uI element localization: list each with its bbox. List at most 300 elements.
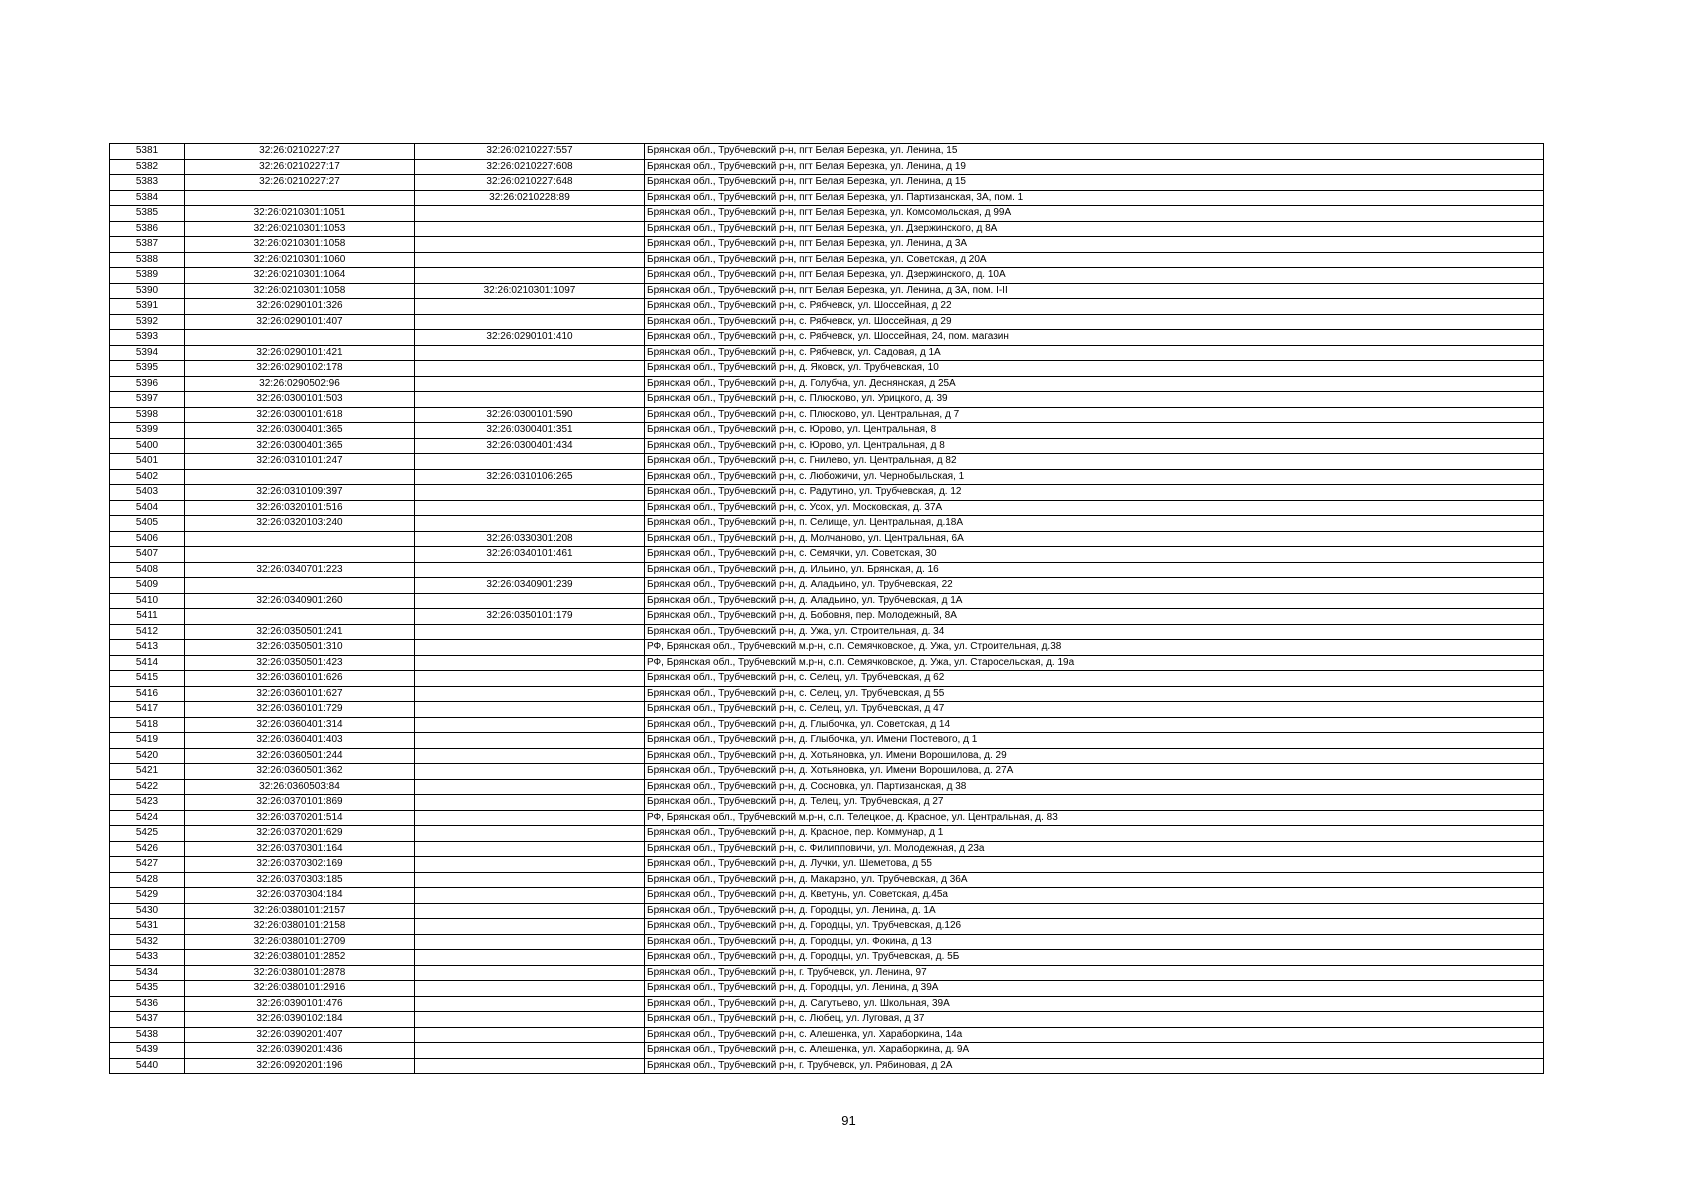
premises-cadastral-cell xyxy=(415,237,645,253)
table-row xyxy=(110,330,1544,346)
table-row xyxy=(110,950,1544,966)
premises-cadastral-cell: 32:26:0300401:434 xyxy=(415,438,645,454)
building-cadastral-cell: 32:26:0310109:397 xyxy=(185,485,415,501)
row-number-cell: 5417 xyxy=(110,702,185,718)
premises-cadastral-cell xyxy=(415,1058,645,1074)
table-row xyxy=(110,206,1544,222)
table-row xyxy=(110,640,1544,656)
address-cell: Брянская обл., Трубчевский р-н, с. Селец, ул. Трубчевская, д 55 xyxy=(645,686,1544,702)
address-cell: Брянская обл., Трубчевский р-н, с. Рябчевск, ул. Шоссейная, д 29 xyxy=(645,314,1544,330)
building-cadastral-cell: 32:26:0370304:184 xyxy=(185,888,415,904)
building-cadastral-cell: 32:26:0350501:310 xyxy=(185,640,415,656)
address-cell: Брянская обл., Трубчевский р-н, с. Любожичи, ул. Чернобыльская, 1 xyxy=(645,469,1544,485)
table-row xyxy=(110,159,1544,175)
table-row xyxy=(110,531,1544,547)
table-row xyxy=(110,392,1544,408)
building-cadastral-cell: 32:26:0210227:27 xyxy=(185,144,415,160)
table-row xyxy=(110,671,1544,687)
premises-cadastral-cell xyxy=(415,872,645,888)
building-cadastral-cell: 32:26:0310101:247 xyxy=(185,454,415,470)
address-cell: Брянская обл., Трубчевский р-н, с. Рябчевск, ул. Садовая, д 1А xyxy=(645,345,1544,361)
row-number-cell: 5391 xyxy=(110,299,185,315)
table-row xyxy=(110,810,1544,826)
row-number-cell: 5401 xyxy=(110,454,185,470)
row-number-cell: 5384 xyxy=(110,190,185,206)
premises-cadastral-cell xyxy=(415,593,645,609)
premises-cadastral-cell: 32:26:0340901:239 xyxy=(415,578,645,594)
table-row xyxy=(110,175,1544,191)
table-row xyxy=(110,733,1544,749)
table-row xyxy=(110,764,1544,780)
premises-cadastral-cell xyxy=(415,764,645,780)
row-number-cell: 5397 xyxy=(110,392,185,408)
table-row xyxy=(110,237,1544,253)
address-cell: Брянская обл., Трубчевский р-н, пгт Белая Березка, ул. Ленина, д 3А xyxy=(645,237,1544,253)
premises-cadastral-cell xyxy=(415,500,645,516)
row-number-cell: 5427 xyxy=(110,857,185,873)
premises-cadastral-cell xyxy=(415,376,645,392)
row-number-cell: 5437 xyxy=(110,1012,185,1028)
address-cell: Брянская обл., Трубчевский р-н, пгт Белая Березка, ул. Комсомольская, д 99А xyxy=(645,206,1544,222)
table-row xyxy=(110,795,1544,811)
table-row xyxy=(110,655,1544,671)
row-number-cell: 5435 xyxy=(110,981,185,997)
building-cadastral-cell: 32:26:0380101:2158 xyxy=(185,919,415,935)
address-cell: Брянская обл., Трубчевский р-н, с. Плюсково, ул. Центральная, д 7 xyxy=(645,407,1544,423)
address-cell: Брянская обл., Трубчевский р-н, д. Городцы, ул. Трубчевская, д.126 xyxy=(645,919,1544,935)
address-cell: Брянская обл., Трубчевский р-н, д. Голубча, ул. Деснянская, д 25А xyxy=(645,376,1544,392)
premises-cadastral-cell xyxy=(415,624,645,640)
premises-cadastral-cell xyxy=(415,562,645,578)
address-cell: Брянская обл., Трубчевский р-н, пгт Белая Березка, ул. Советская, д 20А xyxy=(645,252,1544,268)
address-cell: Брянская обл., Трубчевский р-н, пгт Белая Березка, ул. Ленина, д 19 xyxy=(645,159,1544,175)
building-cadastral-cell xyxy=(185,531,415,547)
building-cadastral-cell: 32:26:0370301:164 xyxy=(185,841,415,857)
premises-cadastral-cell xyxy=(415,965,645,981)
premises-cadastral-cell xyxy=(415,252,645,268)
row-number-cell: 5394 xyxy=(110,345,185,361)
row-number-cell: 5430 xyxy=(110,903,185,919)
building-cadastral-cell: 32:26:0920201:196 xyxy=(185,1058,415,1074)
building-cadastral-cell: 32:26:0380101:2709 xyxy=(185,934,415,950)
row-number-cell: 5440 xyxy=(110,1058,185,1074)
premises-cadastral-cell xyxy=(415,686,645,702)
premises-cadastral-cell xyxy=(415,950,645,966)
building-cadastral-cell: 32:26:0370303:185 xyxy=(185,872,415,888)
address-cell: Брянская обл., Трубчевский р-н, с. Гнилево, ул. Центральная, д 82 xyxy=(645,454,1544,470)
building-cadastral-cell: 32:26:0290101:421 xyxy=(185,345,415,361)
building-cadastral-cell: 32:26:0340901:260 xyxy=(185,593,415,609)
premises-cadastral-cell xyxy=(415,1012,645,1028)
row-number-cell: 5398 xyxy=(110,407,185,423)
table-row xyxy=(110,903,1544,919)
address-cell: Брянская обл., Трубчевский р-н, пгт Белая Березка, ул. Ленина, 15 xyxy=(645,144,1544,160)
building-cadastral-cell: 32:26:0210227:27 xyxy=(185,175,415,191)
premises-cadastral-cell: 32:26:0340101:461 xyxy=(415,547,645,563)
premises-cadastral-cell: 32:26:0330301:208 xyxy=(415,531,645,547)
premises-cadastral-cell xyxy=(415,779,645,795)
table-row xyxy=(110,996,1544,1012)
address-cell: Брянская обл., Трубчевский р-н, с. Любец, ул. Луговая, д 37 xyxy=(645,1012,1544,1028)
table-row xyxy=(110,376,1544,392)
premises-cadastral-cell xyxy=(415,919,645,935)
row-number-cell: 5416 xyxy=(110,686,185,702)
table-row xyxy=(110,423,1544,439)
premises-cadastral-cell xyxy=(415,655,645,671)
address-cell: Брянская обл., Трубчевский р-н, д. Глыбочка, ул. Советская, д 14 xyxy=(645,717,1544,733)
row-number-cell: 5393 xyxy=(110,330,185,346)
address-cell: Брянская обл., Трубчевский р-н, п. Селище, ул. Центральная, д.18А xyxy=(645,516,1544,532)
building-cadastral-cell: 32:26:0290101:407 xyxy=(185,314,415,330)
premises-cadastral-cell: 32:26:0210301:1097 xyxy=(415,283,645,299)
building-cadastral-cell: 32:26:0380101:2852 xyxy=(185,950,415,966)
row-number-cell: 5432 xyxy=(110,934,185,950)
building-cadastral-cell: 32:26:0290102:178 xyxy=(185,361,415,377)
address-cell: Брянская обл., Трубчевский р-н, д. Сосновка, ул. Партизанская, д 38 xyxy=(645,779,1544,795)
address-cell: Брянская обл., Трубчевский р-н, с. Селец, ул. Трубчевская, д 62 xyxy=(645,671,1544,687)
row-number-cell: 5389 xyxy=(110,268,185,284)
row-number-cell: 5415 xyxy=(110,671,185,687)
table-row xyxy=(110,500,1544,516)
building-cadastral-cell: 32:26:0390102:184 xyxy=(185,1012,415,1028)
row-number-cell: 5400 xyxy=(110,438,185,454)
registry-table-body xyxy=(110,144,1544,1074)
table-row xyxy=(110,361,1544,377)
building-cadastral-cell xyxy=(185,330,415,346)
address-cell: РФ, Брянская обл., Трубчевский м.р-н, с.п. Семячковское, д. Ужа, ул. Строительная, д.38 xyxy=(645,640,1544,656)
premises-cadastral-cell xyxy=(415,454,645,470)
row-number-cell: 5423 xyxy=(110,795,185,811)
address-cell: Брянская обл., Трубчевский р-н, д. Красное, пер. Коммунар, д 1 xyxy=(645,826,1544,842)
table-row xyxy=(110,438,1544,454)
address-cell: Брянская обл., Трубчевский р-н, с. Филипповичи, ул. Молодежная, д 23а xyxy=(645,841,1544,857)
table-row xyxy=(110,190,1544,206)
premises-cadastral-cell xyxy=(415,702,645,718)
premises-cadastral-cell: 32:26:0290101:410 xyxy=(415,330,645,346)
row-number-cell: 5403 xyxy=(110,485,185,501)
row-number-cell: 5433 xyxy=(110,950,185,966)
row-number-cell: 5424 xyxy=(110,810,185,826)
address-cell: Брянская обл., Трубчевский р-н, д. Яковск, ул. Трубчевская, 10 xyxy=(645,361,1544,377)
row-number-cell: 5383 xyxy=(110,175,185,191)
row-number-cell: 5390 xyxy=(110,283,185,299)
premises-cadastral-cell xyxy=(415,934,645,950)
row-number-cell: 5382 xyxy=(110,159,185,175)
premises-cadastral-cell xyxy=(415,345,645,361)
building-cadastral-cell: 32:26:0370201:629 xyxy=(185,826,415,842)
table-row xyxy=(110,624,1544,640)
address-cell: Брянская обл., Трубчевский р-н, пгт Белая Березка, ул. Ленина, д 15 xyxy=(645,175,1544,191)
row-number-cell: 5420 xyxy=(110,748,185,764)
building-cadastral-cell: 32:26:0360101:627 xyxy=(185,686,415,702)
address-cell: Брянская обл., Трубчевский р-н, д. Городцы, ул. Ленина, д. 1А xyxy=(645,903,1544,919)
premises-cadastral-cell xyxy=(415,516,645,532)
table-row xyxy=(110,283,1544,299)
table-row xyxy=(110,252,1544,268)
table-row xyxy=(110,562,1544,578)
building-cadastral-cell xyxy=(185,578,415,594)
building-cadastral-cell: 32:26:0350501:241 xyxy=(185,624,415,640)
building-cadastral-cell: 32:26:0210301:1064 xyxy=(185,268,415,284)
address-cell: Брянская обл., Трубчевский р-н, пгт Белая Березка, ул. Дзержинского, д 8А xyxy=(645,221,1544,237)
premises-cadastral-cell xyxy=(415,857,645,873)
premises-cadastral-cell xyxy=(415,981,645,997)
building-cadastral-cell: 32:26:0390101:476 xyxy=(185,996,415,1012)
premises-cadastral-cell xyxy=(415,826,645,842)
premises-cadastral-cell xyxy=(415,314,645,330)
table-row xyxy=(110,516,1544,532)
building-cadastral-cell: 32:26:0210301:1051 xyxy=(185,206,415,222)
table-row xyxy=(110,314,1544,330)
row-number-cell: 5407 xyxy=(110,547,185,563)
building-cadastral-cell: 32:26:0390201:436 xyxy=(185,1043,415,1059)
building-cadastral-cell: 32:26:0210301:1058 xyxy=(185,283,415,299)
address-cell: Брянская обл., Трубчевский р-н, г. Трубчевск, ул. Ленина, 97 xyxy=(645,965,1544,981)
row-number-cell: 5434 xyxy=(110,965,185,981)
table-row xyxy=(110,872,1544,888)
row-number-cell: 5413 xyxy=(110,640,185,656)
address-cell: Брянская обл., Трубчевский р-н, д. Городцы, ул. Фокина, д 13 xyxy=(645,934,1544,950)
building-cadastral-cell: 32:26:0300101:503 xyxy=(185,392,415,408)
address-cell: Брянская обл., Трубчевский р-н, с. Селец, ул. Трубчевская, д 47 xyxy=(645,702,1544,718)
table-row xyxy=(110,609,1544,625)
premises-cadastral-cell: 32:26:0210227:608 xyxy=(415,159,645,175)
row-number-cell: 5406 xyxy=(110,531,185,547)
table-row xyxy=(110,578,1544,594)
premises-cadastral-cell xyxy=(415,733,645,749)
premises-cadastral-cell xyxy=(415,810,645,826)
address-cell: Брянская обл., Трубчевский р-н, с. Рябчевск, ул. Шоссейная, д 22 xyxy=(645,299,1544,315)
address-cell: Брянская обл., Трубчевский р-н, с. Рябчевск, ул. Шоссейная, 24, пом. магазин xyxy=(645,330,1544,346)
row-number-cell: 5392 xyxy=(110,314,185,330)
address-cell: РФ, Брянская обл., Трубчевский м.р-н, с.п. Семячковское, д. Ужа, ул. Старосельская, д. 19а xyxy=(645,655,1544,671)
premises-cadastral-cell xyxy=(415,392,645,408)
address-cell: Брянская обл., Трубчевский р-н, пгт Белая Березка, ул. Ленина, д 3А, пом. I-II xyxy=(645,283,1544,299)
premises-cadastral-cell xyxy=(415,841,645,857)
address-cell: Брянская обл., Трубчевский р-н, д. Глыбочка, ул. Имени Постевого, д 1 xyxy=(645,733,1544,749)
address-cell: Брянская обл., Трубчевский р-н, д. Хотьяновка, ул. Имени Ворошилова, д. 29 xyxy=(645,748,1544,764)
premises-cadastral-cell xyxy=(415,671,645,687)
premises-cadastral-cell xyxy=(415,748,645,764)
table-row xyxy=(110,965,1544,981)
address-cell: Брянская обл., Трубчевский р-н, с. Юрово, ул. Центральная, д 8 xyxy=(645,438,1544,454)
premises-cadastral-cell xyxy=(415,485,645,501)
building-cadastral-cell: 32:26:0380101:2157 xyxy=(185,903,415,919)
table-row xyxy=(110,779,1544,795)
address-cell: Брянская обл., Трубчевский р-н, с. Алешенка, ул. Хараборкина, 14а xyxy=(645,1027,1544,1043)
row-number-cell: 5410 xyxy=(110,593,185,609)
table-row xyxy=(110,593,1544,609)
row-number-cell: 5439 xyxy=(110,1043,185,1059)
address-cell: Брянская обл., Трубчевский р-н, д. Городцы, ул. Трубчевская, д. 5Б xyxy=(645,950,1544,966)
table-row xyxy=(110,1058,1544,1074)
premises-cadastral-cell xyxy=(415,206,645,222)
premises-cadastral-cell: 32:26:0210228:89 xyxy=(415,190,645,206)
building-cadastral-cell: 32:26:0360503:84 xyxy=(185,779,415,795)
building-cadastral-cell: 32:26:0300101:618 xyxy=(185,407,415,423)
building-cadastral-cell: 32:26:0390201:407 xyxy=(185,1027,415,1043)
building-cadastral-cell: 32:26:0370302:169 xyxy=(185,857,415,873)
address-cell: Брянская обл., Трубчевский р-н, д. Хотьяновка, ул. Имени Ворошилова, д. 27А xyxy=(645,764,1544,780)
address-cell: Брянская обл., Трубчевский р-н, пгт Белая Березка, ул. Дзержинского, д. 10А xyxy=(645,268,1544,284)
premises-cadastral-cell xyxy=(415,903,645,919)
registry-table xyxy=(109,143,1544,1074)
building-cadastral-cell xyxy=(185,190,415,206)
table-row xyxy=(110,469,1544,485)
premises-cadastral-cell xyxy=(415,888,645,904)
row-number-cell: 5405 xyxy=(110,516,185,532)
premises-cadastral-cell xyxy=(415,996,645,1012)
table-row xyxy=(110,1027,1544,1043)
table-row xyxy=(110,934,1544,950)
table-row xyxy=(110,547,1544,563)
row-number-cell: 5418 xyxy=(110,717,185,733)
premises-cadastral-cell xyxy=(415,1043,645,1059)
premises-cadastral-cell xyxy=(415,1027,645,1043)
table-row xyxy=(110,748,1544,764)
table-row xyxy=(110,888,1544,904)
building-cadastral-cell: 32:26:0300401:365 xyxy=(185,438,415,454)
building-cadastral-cell xyxy=(185,547,415,563)
address-cell: Брянская обл., Трубчевский р-н, д. Бобовня, пер. Молодежный, 8А xyxy=(645,609,1544,625)
building-cadastral-cell: 32:26:0290101:326 xyxy=(185,299,415,315)
premises-cadastral-cell: 32:26:0210227:557 xyxy=(415,144,645,160)
building-cadastral-cell: 32:26:0370201:514 xyxy=(185,810,415,826)
building-cadastral-cell: 32:26:0360501:244 xyxy=(185,748,415,764)
row-number-cell: 5428 xyxy=(110,872,185,888)
building-cadastral-cell: 32:26:0210301:1053 xyxy=(185,221,415,237)
row-number-cell: 5431 xyxy=(110,919,185,935)
table-row xyxy=(110,144,1544,160)
address-cell: Брянская обл., Трубчевский р-н, д. Кветунь, ул. Советская, д.45а xyxy=(645,888,1544,904)
table-row xyxy=(110,919,1544,935)
premises-cadastral-cell xyxy=(415,299,645,315)
address-cell: Брянская обл., Трубчевский р-н, д. Аладьино, ул. Трубчевская, д 1А xyxy=(645,593,1544,609)
building-cadastral-cell: 32:26:0360401:314 xyxy=(185,717,415,733)
building-cadastral-cell: 32:26:0360401:403 xyxy=(185,733,415,749)
premises-cadastral-cell: 32:26:0300101:590 xyxy=(415,407,645,423)
row-number-cell: 5399 xyxy=(110,423,185,439)
building-cadastral-cell: 32:26:0210227:17 xyxy=(185,159,415,175)
building-cadastral-cell: 32:26:0360101:729 xyxy=(185,702,415,718)
row-number-cell: 5408 xyxy=(110,562,185,578)
row-number-cell: 5402 xyxy=(110,469,185,485)
address-cell: Брянская обл., Трубчевский р-н, д. Ильино, ул. Брянская, д. 16 xyxy=(645,562,1544,578)
building-cadastral-cell: 32:26:0340701:223 xyxy=(185,562,415,578)
row-number-cell: 5381 xyxy=(110,144,185,160)
building-cadastral-cell: 32:26:0380101:2916 xyxy=(185,981,415,997)
premises-cadastral-cell xyxy=(415,361,645,377)
row-number-cell: 5387 xyxy=(110,237,185,253)
table-row xyxy=(110,702,1544,718)
premises-cadastral-cell: 32:26:0210227:648 xyxy=(415,175,645,191)
address-cell: Брянская обл., Трубчевский р-н, д. Городцы, ул. Ленина, д 39А xyxy=(645,981,1544,997)
premises-cadastral-cell xyxy=(415,640,645,656)
table-row xyxy=(110,1012,1544,1028)
table-row xyxy=(110,407,1544,423)
page-number: 91 xyxy=(841,1113,856,1128)
row-number-cell: 5436 xyxy=(110,996,185,1012)
table-row xyxy=(110,717,1544,733)
row-number-cell: 5429 xyxy=(110,888,185,904)
address-cell: Брянская обл., Трубчевский р-н, д. Молчаново, ул. Центральная, 6А xyxy=(645,531,1544,547)
address-cell: Брянская обл., Трубчевский р-н, с. Юрово, ул. Центральная, 8 xyxy=(645,423,1544,439)
building-cadastral-cell: 32:26:0380101:2878 xyxy=(185,965,415,981)
table-row xyxy=(110,826,1544,842)
address-cell: Брянская обл., Трубчевский р-н, с. Семячки, ул. Советская, 30 xyxy=(645,547,1544,563)
table-row xyxy=(110,485,1544,501)
premises-cadastral-cell xyxy=(415,221,645,237)
table-row xyxy=(110,981,1544,997)
building-cadastral-cell: 32:26:0210301:1058 xyxy=(185,237,415,253)
building-cadastral-cell: 32:26:0360101:626 xyxy=(185,671,415,687)
row-number-cell: 5414 xyxy=(110,655,185,671)
table-row xyxy=(110,686,1544,702)
address-cell: Брянская обл., Трубчевский р-н, д. Макарзно, ул. Трубчевская, д 36А xyxy=(645,872,1544,888)
table-row xyxy=(110,454,1544,470)
row-number-cell: 5412 xyxy=(110,624,185,640)
row-number-cell: 5422 xyxy=(110,779,185,795)
row-number-cell: 5386 xyxy=(110,221,185,237)
address-cell: Брянская обл., Трубчевский р-н, с. Алешенка, ул. Хараборкина, д. 9А xyxy=(645,1043,1544,1059)
premises-cadastral-cell: 32:26:0300401:351 xyxy=(415,423,645,439)
row-number-cell: 5438 xyxy=(110,1027,185,1043)
premises-cadastral-cell: 32:26:0310106:265 xyxy=(415,469,645,485)
table-row xyxy=(110,857,1544,873)
row-number-cell: 5395 xyxy=(110,361,185,377)
address-cell: Брянская обл., Трубчевский р-н, д. Телец, ул. Трубчевская, д 27 xyxy=(645,795,1544,811)
table-row xyxy=(110,1043,1544,1059)
row-number-cell: 5388 xyxy=(110,252,185,268)
building-cadastral-cell: 32:26:0290502:96 xyxy=(185,376,415,392)
address-cell: Брянская обл., Трубчевский р-н, д. Лучки, ул. Шеметова, д 55 xyxy=(645,857,1544,873)
table-row xyxy=(110,841,1544,857)
address-cell: Брянская обл., Трубчевский р-н, д. Аладьино, ул. Трубчевская, 22 xyxy=(645,578,1544,594)
building-cadastral-cell: 32:26:0350501:423 xyxy=(185,655,415,671)
table-row xyxy=(110,268,1544,284)
address-cell: РФ, Брянская обл., Трубчевский м.р-н, с.п. Телецкое, д. Красное, ул. Центральная, д. 83 xyxy=(645,810,1544,826)
row-number-cell: 5426 xyxy=(110,841,185,857)
premises-cadastral-cell: 32:26:0350101:179 xyxy=(415,609,645,625)
building-cadastral-cell: 32:26:0320101:516 xyxy=(185,500,415,516)
row-number-cell: 5396 xyxy=(110,376,185,392)
address-cell: Брянская обл., Трубчевский р-н, с. Радутино, ул. Трубчевская, д. 12 xyxy=(645,485,1544,501)
address-cell: Брянская обл., Трубчевский р-н, пгт Белая Березка, ул. Партизанская, 3А, пом. 1 xyxy=(645,190,1544,206)
address-cell: Брянская обл., Трубчевский р-н, д. Ужа, ул. Строительная, д. 34 xyxy=(645,624,1544,640)
address-cell: Брянская обл., Трубчевский р-н, с. Усох, ул. Московская, д. 37А xyxy=(645,500,1544,516)
address-cell: Брянская обл., Трубчевский р-н, д. Сагутьево, ул. Школьная, 39А xyxy=(645,996,1544,1012)
premises-cadastral-cell xyxy=(415,717,645,733)
address-cell: Брянская обл., Трубчевский р-н, с. Плюсково, ул. Урицкого, д. 39 xyxy=(645,392,1544,408)
table-row xyxy=(110,221,1544,237)
row-number-cell: 5421 xyxy=(110,764,185,780)
row-number-cell: 5425 xyxy=(110,826,185,842)
row-number-cell: 5404 xyxy=(110,500,185,516)
building-cadastral-cell: 32:26:0210301:1060 xyxy=(185,252,415,268)
address-cell: Брянская обл., Трубчевский р-н, г. Трубчевск, ул. Рябиновая, д 2А xyxy=(645,1058,1544,1074)
row-number-cell: 5419 xyxy=(110,733,185,749)
table-row xyxy=(110,345,1544,361)
premises-cadastral-cell xyxy=(415,268,645,284)
building-cadastral-cell: 32:26:0300401:365 xyxy=(185,423,415,439)
row-number-cell: 5409 xyxy=(110,578,185,594)
building-cadastral-cell xyxy=(185,469,415,485)
building-cadastral-cell: 32:26:0370101:869 xyxy=(185,795,415,811)
table-row xyxy=(110,299,1544,315)
row-number-cell: 5385 xyxy=(110,206,185,222)
premises-cadastral-cell xyxy=(415,795,645,811)
row-number-cell: 5411 xyxy=(110,609,185,625)
